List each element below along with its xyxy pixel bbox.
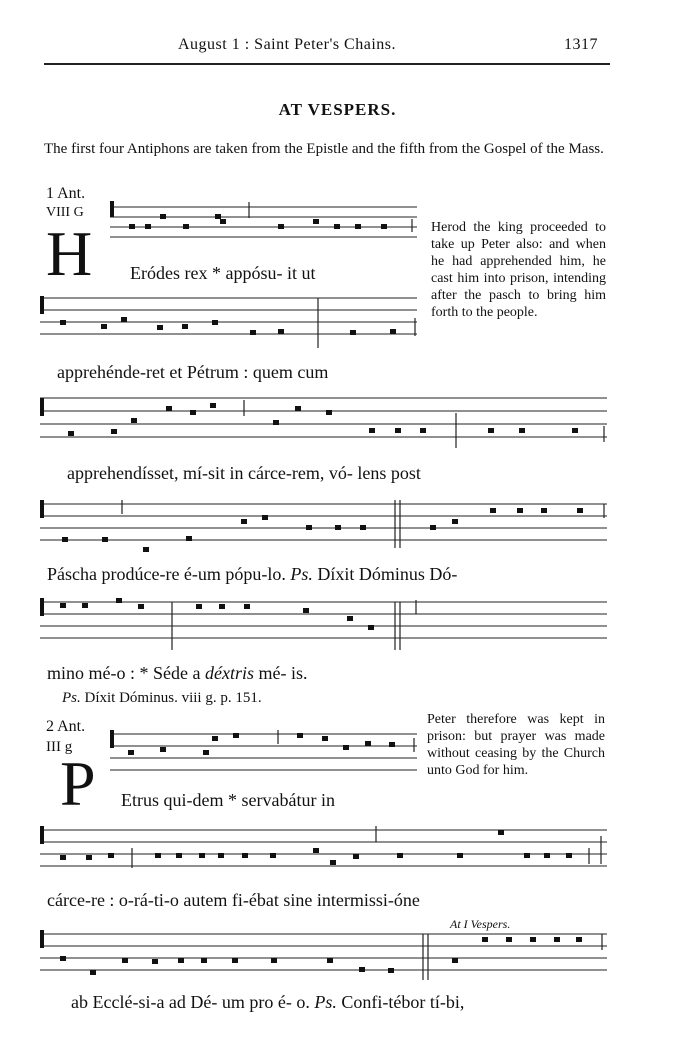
rubric: At I Vespers.: [450, 917, 511, 931]
lyric-line: Páscha prodúce-re é-um pópu-lo. Ps. Díxit Dóminus Dó-: [47, 564, 458, 584]
antiphon2-initial: P: [60, 748, 96, 819]
psalm-reference: Ps. Díxit Dóminus. viii g. p. 151.: [62, 690, 262, 706]
section-title: AT VESPERS.: [278, 100, 397, 119]
lyric-line: apprehendísset, mí-sit in cárce-rem, vó- lens post: [67, 463, 421, 483]
antiphon1-mode: VIII G: [46, 205, 84, 220]
antiphon2-mode: III g: [46, 739, 73, 755]
antiphon1-translation: Herod the king proceeded to take up Peter also: and when he had apprehended him, he cast him into prison, intending after the pasch to bring him forth to the people.: [431, 220, 606, 320]
lyric-line: mino mé-o : * Séde a déxtris mé- is.: [47, 663, 308, 683]
lyric-line: apprehénde-ret et Pétrum : quem cum: [57, 362, 329, 382]
lyric-line: Eródes rex * appósu- it ut: [130, 263, 316, 283]
intro-text: The first four Antiphons are taken from the Epistle and the fifth from the Gospel of the Mass.: [44, 141, 604, 157]
lyric-line: cárce-re : o-rá-ti-o autem fi-ébat sine intermissi-óne: [47, 890, 420, 910]
running-title: August 1 : Saint Peter's Chains.: [178, 36, 396, 53]
page-number: 1317: [564, 36, 598, 53]
antiphon1-initial: H: [46, 218, 93, 289]
antiphon2-translation: Peter therefore was kept in prison: but prayer was made without ceasing by the Church unto God for him.: [427, 712, 605, 778]
staff-line-group-1: [110, 207, 417, 237]
antiphon1-label: 1 Ant.: [46, 185, 86, 202]
antiphon2-label: 2 Ant.: [46, 718, 86, 735]
lyric-line: ab Ecclé-si-a ad Dé- um pro é- o. Ps. Confi-tébor tí-bi,: [71, 992, 465, 1012]
lyric-line: Etrus qui-dem * servabátur in: [121, 790, 335, 810]
